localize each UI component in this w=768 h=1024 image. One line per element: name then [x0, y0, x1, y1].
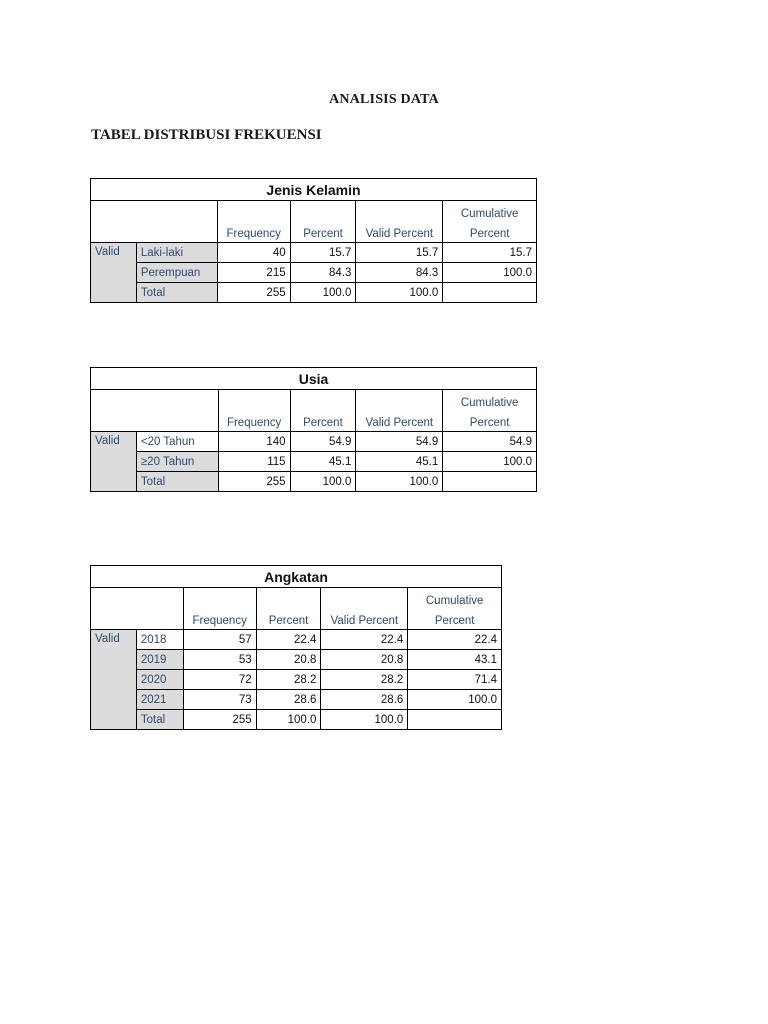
cell-frequency: 73	[183, 690, 256, 710]
table-usia	[90, 367, 537, 492]
header-percent-spacer	[256, 588, 321, 609]
cell-valid-percent: 22.4	[321, 630, 408, 650]
valid-label: Valid	[91, 630, 137, 730]
table-title: Angkatan	[91, 566, 502, 588]
cell-percent: 28.6	[256, 690, 321, 710]
row-label: 2019	[136, 650, 183, 670]
table-row	[91, 472, 537, 492]
cell-valid-percent: 100.0	[356, 283, 443, 303]
header-cumulative-bottom: Percent	[443, 222, 537, 243]
header-percent: Percent	[256, 609, 321, 630]
header-cumulative-top: Cumulative	[443, 390, 537, 411]
cell-valid-percent: 45.1	[356, 452, 443, 472]
table-row	[91, 650, 502, 670]
table-row	[91, 630, 502, 650]
cell-frequency: 53	[183, 650, 256, 670]
cell-percent: 28.2	[256, 670, 321, 690]
cell-percent: 22.4	[256, 630, 321, 650]
cell-percent: 84.3	[290, 263, 356, 283]
cell-cumulative	[408, 710, 502, 730]
cell-valid-percent: 28.6	[321, 690, 408, 710]
cell-valid-percent: 84.3	[356, 263, 443, 283]
document-title: ANALISIS DATA	[329, 92, 439, 107]
cell-cumulative: 54.9	[443, 432, 537, 452]
row-label: Total	[136, 283, 217, 303]
header-cumulative-top: Cumulative	[443, 201, 537, 222]
cell-cumulative: 100.0	[443, 452, 537, 472]
table-row	[91, 452, 537, 472]
cell-frequency: 57	[183, 630, 256, 650]
header-percent-spacer	[290, 390, 356, 411]
cell-valid-percent: 54.9	[356, 432, 443, 452]
cell-valid-percent: 100.0	[321, 710, 408, 730]
table-row	[91, 263, 537, 283]
header-valid-percent: Valid Percent	[356, 411, 443, 432]
row-label: Total	[136, 710, 183, 730]
header-percent-spacer	[290, 201, 356, 222]
section-title: TABEL DISTRIBUSI FREKUENSI	[91, 127, 322, 143]
header-percent: Percent	[290, 222, 356, 243]
header-corner	[91, 588, 184, 630]
header-valid-percent-spacer	[356, 390, 443, 411]
cell-percent: 15.7	[290, 243, 356, 263]
row-label: <20 Tahun	[136, 432, 218, 452]
cell-percent: 54.9	[290, 432, 356, 452]
cell-cumulative: 43.1	[408, 650, 502, 670]
cell-frequency: 215	[217, 263, 290, 283]
header-frequency-spacer	[218, 390, 290, 411]
header-frequency: Frequency	[218, 411, 290, 432]
cell-percent: 45.1	[290, 452, 356, 472]
cell-cumulative: 100.0	[443, 263, 537, 283]
cell-cumulative: 15.7	[443, 243, 537, 263]
header-cumulative-bottom: Percent	[443, 411, 537, 432]
cell-cumulative: 22.4	[408, 630, 502, 650]
header-percent: Percent	[290, 411, 356, 432]
row-label: Perempuan	[136, 263, 217, 283]
cell-valid-percent: 15.7	[356, 243, 443, 263]
table-row	[91, 432, 537, 452]
cell-frequency: 140	[218, 432, 290, 452]
header-valid-percent: Valid Percent	[356, 222, 443, 243]
cell-percent: 100.0	[290, 472, 356, 492]
header-valid-percent: Valid Percent	[321, 609, 408, 630]
cell-frequency: 255	[183, 710, 256, 730]
table-angkatan	[90, 565, 502, 730]
header-cumulative-top: Cumulative	[408, 588, 502, 609]
cell-frequency: 72	[183, 670, 256, 690]
cell-cumulative: 71.4	[408, 670, 502, 690]
cell-valid-percent: 20.8	[321, 650, 408, 670]
cell-frequency: 255	[218, 472, 290, 492]
cell-valid-percent: 28.2	[321, 670, 408, 690]
cell-frequency: 40	[217, 243, 290, 263]
header-valid-percent-spacer	[356, 201, 443, 222]
table-row	[91, 283, 537, 303]
row-label: 2021	[136, 690, 183, 710]
row-label: 2018	[136, 630, 183, 650]
header-corner	[91, 390, 219, 432]
table-jenis-kelamin	[90, 178, 537, 303]
row-label: 2020	[136, 670, 183, 690]
cell-valid-percent: 100.0	[356, 472, 443, 492]
header-frequency: Frequency	[183, 609, 256, 630]
header-corner	[91, 201, 218, 243]
cell-cumulative	[443, 472, 537, 492]
cell-frequency: 255	[217, 283, 290, 303]
cell-percent: 100.0	[290, 283, 356, 303]
header-cumulative-bottom: Percent	[408, 609, 502, 630]
row-label: ≥20 Tahun	[136, 452, 218, 472]
table-title: Usia	[91, 368, 537, 390]
header-frequency: Frequency	[217, 222, 290, 243]
cell-percent: 20.8	[256, 650, 321, 670]
row-label: Total	[136, 472, 218, 492]
row-label: Laki-laki	[136, 243, 217, 263]
table-title: Jenis Kelamin	[91, 179, 537, 201]
table-row	[91, 243, 537, 263]
valid-label: Valid	[91, 432, 137, 492]
cell-cumulative	[443, 283, 537, 303]
table-row	[91, 710, 502, 730]
header-frequency-spacer	[217, 201, 290, 222]
cell-percent: 100.0	[256, 710, 321, 730]
table-row	[91, 670, 502, 690]
header-frequency-spacer	[183, 588, 256, 609]
header-valid-percent-spacer	[321, 588, 408, 609]
cell-frequency: 115	[218, 452, 290, 472]
table-row	[91, 690, 502, 710]
valid-label: Valid	[91, 243, 137, 303]
cell-cumulative: 100.0	[408, 690, 502, 710]
